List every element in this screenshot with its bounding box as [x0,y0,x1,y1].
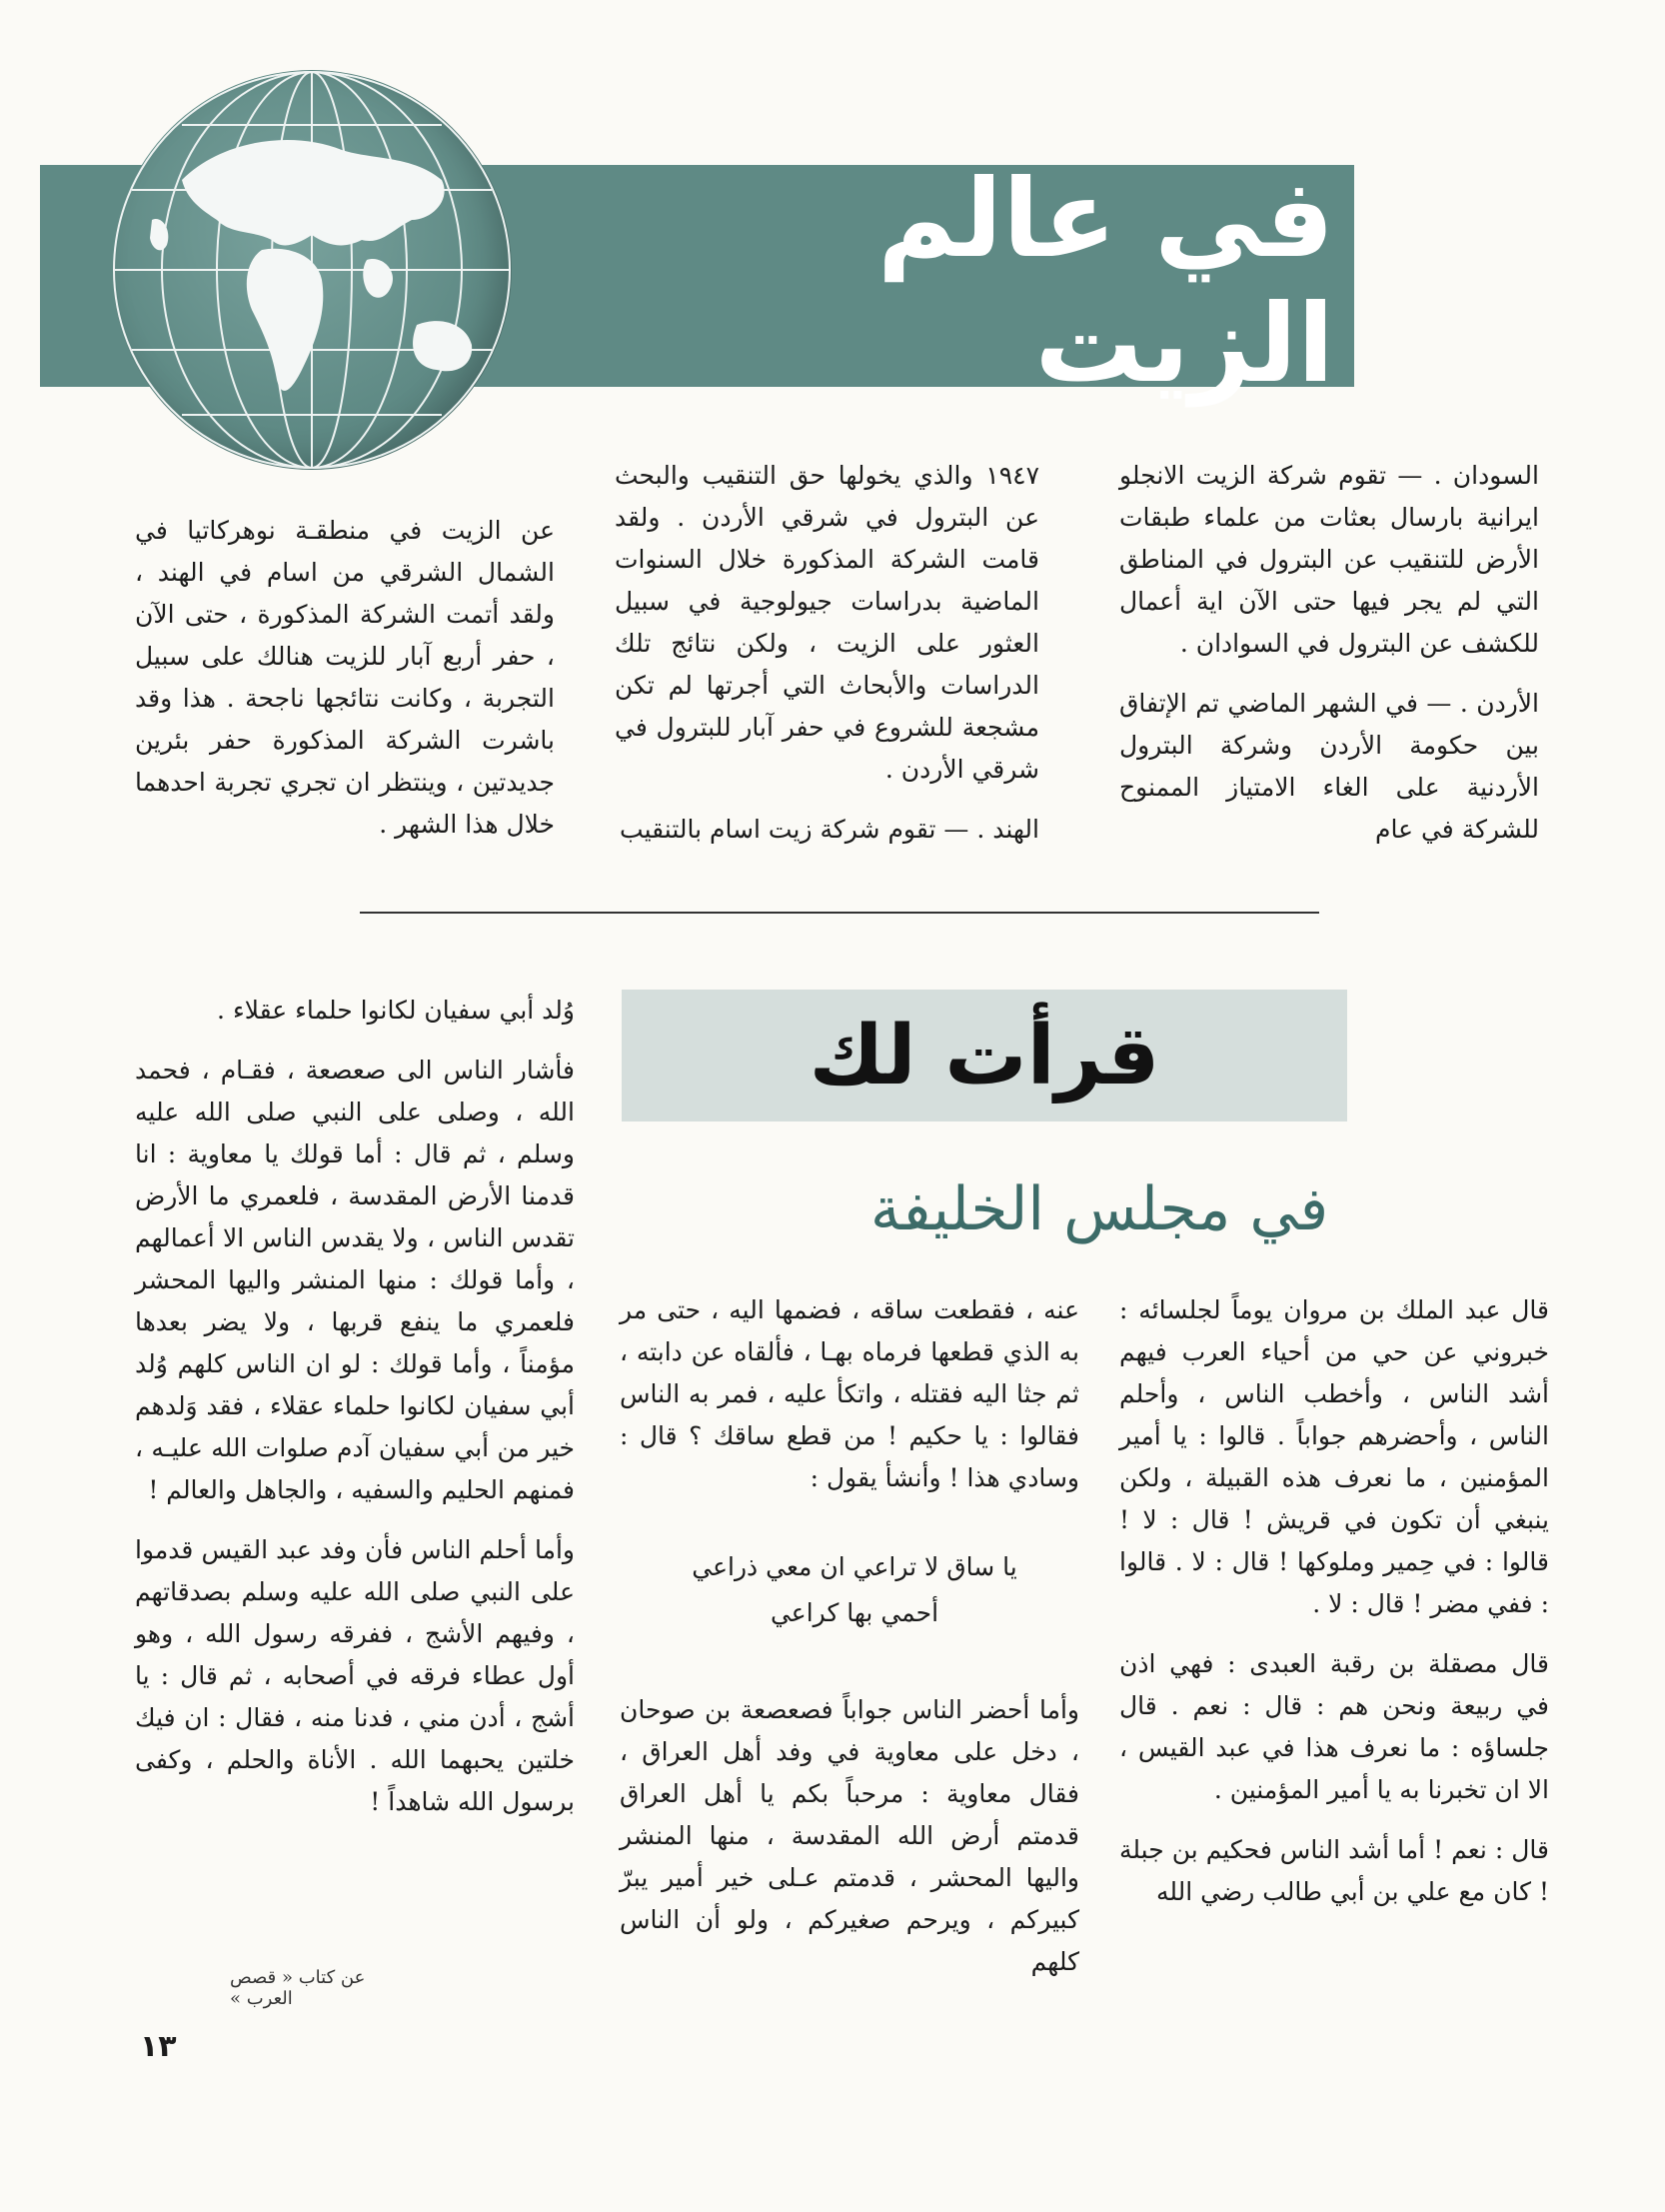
paragraph: وأما أحضر الناس جواباً فصعصعة بن صوحان ، دخل على معاوية في وفد أهل العراق ، فقال معاوية : مرحباً بكم يا أهل العراق قدمتم أرض الله المقدسة ، منها المنشر واليها المحشر ، قدمتم عـلى خير أمير يبرّ كبيركم ، ويرحم صغيركم ، ولو أن الناس كلهم [620,1695,1079,1976]
article-column-left [135,510,555,864]
article-column-left [135,990,575,1841]
paragraph: وُلد أبي سفيان لكانوا حلماء عقلاء . [217,996,575,1025]
poem-line: يا ساق لا تراعي ان معي ذراعي [692,1552,1017,1581]
source-citation: عن كتاب « قصص العرب » [230,1967,366,2009]
page-number: ١٣ [140,2029,177,2064]
article-subtitle: في مجلس الخليفة [869,1174,1329,1244]
article-column-middle [615,455,1039,869]
paragraph: قال مصقلة بن رقبة العبدى : فهي اذن في ربيعة ونحن هم : قال : نعم . قال جلساؤه : ما نعرف هذا في عبد القيس ، الا ان تخبرنا به يا أمير المؤمنين . [1119,1649,1549,1804]
paragraph: عن الزيت في منطقـة نوهركاتيا في الشمال الشرقي من اسام في الهند ، ولقد أتمت الشركة المذكورة ، حتى الآن ، حفر أربع آبار للزيت هنالك على سبيل التجربة ، وكانت نتائجها ناجحة . هذا وقد باشرت الشركة المذكورة حفر بئرين جديدتين ، وينتظر ان تجري تجربة احدهما خلال هذا الشهر . [135,516,555,839]
section-divider [360,912,1319,914]
article-column-middle [620,1289,1079,1517]
article-column-middle-continued [620,1689,1079,2001]
poem [620,1544,1089,1636]
paragraph: فأشار الناس الى صعصعة ، فقـام ، فحمد الله ، وصلى على النبي صلى الله عليه وسلم ، ثم قال : أما قولك يا معاوية : انا قدمنا الأرض المقدسة ، فلعمري ما الأرض تقدس الناس ، ولا يقدس الناس الا أعمالهم ، وأما قولك : منها المنشر واليها المحشر فلعمري ما ينفع قربها ، ولا يضر بعدها مؤمناً ، وأما قولك : لو ان الناس كلهم وُلد أبي سفيان لكانوا حلماء عقلاء ، فقد وَلدهم خير من أبي سفيان آدم صلوات الله عليـه ، فمنهم الحليم والسفيه ، والجاهل والعالم ! [135,1056,575,1504]
paragraph: الهند . — تقوم شركة زيت اسام بالتنقيب [620,815,1039,844]
paragraph: السودان . — تقوم شركة الزيت الانجلو ايرانية بارسال بعثات من علماء طبقات الأرض للتنقيب عن البترول في المناطق التي لم يجر فيها حتى الآن اية أعمال للكشف عن البترول في السوادان . [1119,461,1539,658]
paragraph: عنه ، فقطعت ساقه ، فضمها اليه ، حتى مر به الذي قطعها فرماه بهـا ، فألقاه عن دابته ، ثم جثا اليه فقتله ، واتكأ عليه ، فمر به الناس فقالوا : يا حكيم ! من قطع ساقك ؟ قال : وسادي هذا ! وأنشأ يقول : [620,1295,1079,1492]
article-column-right [1119,1289,1549,1931]
paragraph: وأما أحلم الناس فأن وفد عبد القيس قدموا على النبي صلى الله عليه وسلم بصدقاتهم ، وفيهم الأشج ، ففرقه رسول الله ، وهو أول عطاء فرقه في أصحابه ، ثم قال : يا أشج ، أدن مني ، فدنا منه ، فقال : ان فيك خلتين يحبهما الله . الأناة والحلم ، وكفى برسول الله شاهداً ! [135,1535,575,1816]
paragraph: قال : نعم ! أما أشد الناس فحكيم بن جبلة ! كان مع علي بن أبي طالب رضي الله [1119,1835,1549,1906]
paragraph: قال عبد الملك بن مروان يوماً لجلسائه : خبروني عن حي من أحياء العرب فيهم أشد الناس ، وأخطب الناس ، وأحلم الناس ، وأحضرهم جواباً . قالوا : يا أمير المؤمنين ، ما نعرف هذه القبيلة ، ولكن ينبغي أن تكون في قريش ! قال : لا ! قالوا : في حِمير وملوكها ! قال : لا . قالوا : ففي مضر ! قال : لا . [1119,1295,1549,1618]
section-title-banner: قرأت لك [622,990,1347,1121]
section-title: في عالم الزيت [876,157,1334,407]
article-column-right [1119,455,1539,869]
paragraph: الأردن . — في الشهر الماضي تم الإتفاق بين حكومة الأردن وشركة البترول الأردنية على الغاء الامتياز الممنوح للشركة في عام [1119,689,1539,844]
poem-line: أحمي بها كراعي [770,1598,939,1627]
globe-icon [112,70,512,470]
paragraph: ١٩٤٧ والذي يخولها حق التنقيب والبحث عن البترول في شرقي الأردن . ولقد قامت الشركة المذكورة خلال السنوات الماضية بدراسات جيولوجية في سبيل العثور على الزيت ، ولكن نتائج تلك الدراسات والأبحاث التي أجرتها لم تكن مشجعة للشروع في حفر آبار للبترول في شرقي الأردن . [615,461,1039,784]
